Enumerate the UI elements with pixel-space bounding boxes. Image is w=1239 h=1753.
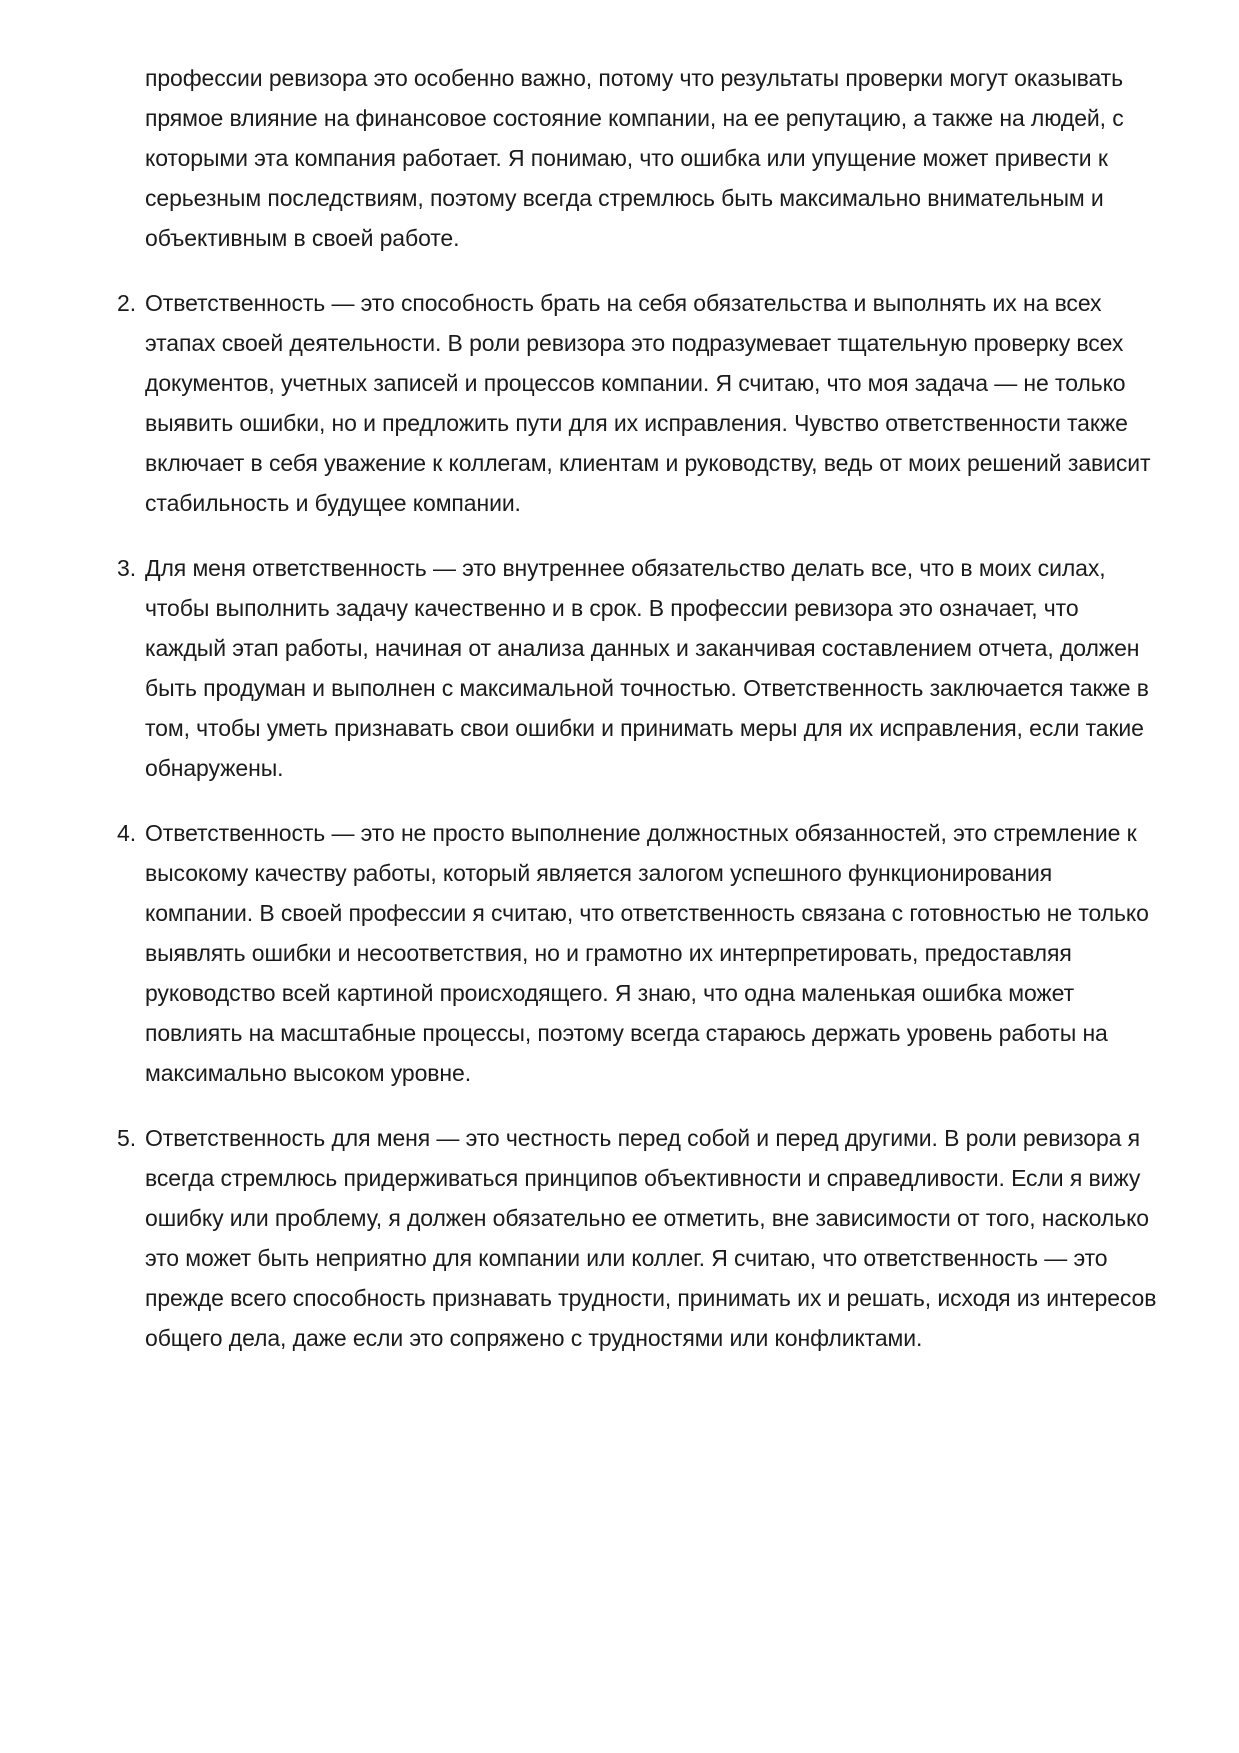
- list-item-text: Ответственность — это способность брать на себя обязательства и выполнять их на всех этапах своей деятельности. В роли ревизора это подразумевает тщательную проверку всех документов, учетных записей и процессов компании. Я считаю, что моя задача — не только выявить ошибки, но и предложить пути для их исправления. Чувство ответственности также включает в себя уважение к коллегам, клиентам и руководству, ведь от моих решений зависит стабильность и будущее компании.: [145, 290, 1151, 516]
- list-item-number: 2.: [117, 290, 136, 316]
- list-item-text: Для меня ответственность — это внутреннее обязательство делать все, что в моих силах, чтобы выполнить задачу качественно и в срок. В профессии ревизора это означает, что каждый этап работы, начиная от анализа данных и заканчивая составлением отчета, должен быть продуман и выполнен с максимальной точностью. Ответственность заключается также в том, чтобы уметь признавать свои ошибки и принимать меры для их исправления, если такие обнаружены.: [145, 555, 1149, 781]
- list-item: [117, 1118, 1157, 1358]
- list-item-text: Ответственность — это не просто выполнение должностных обязанностей, это стремление к высокому качеству работы, который является залогом успешного функционирования компании. В своей профессии я считаю, что ответственность связана с готовностью не только выявлять ошибки и несоответствия, но и грамотно их интерпретировать, предоставляя руководство всей картиной происходящего. Я знаю, что одна маленькая ошибка может повлиять на масштабные процессы, поэтому всегда стараюсь держать уровень работы на максимально высоком уровне.: [145, 820, 1149, 1086]
- list-item: [117, 548, 1157, 788]
- list-item-number: 5.: [117, 1125, 136, 1151]
- list-item-number: 4.: [117, 820, 136, 846]
- list-item-text: Ответственность для меня — это честность перед собой и перед другими. В роли ревизора я всегда стремлюсь придерживаться принципов объективности и справедливости. Если я вижу ошибку или проблему, я должен обязательно ее отметить, вне зависимости от того, насколько это может быть неприятно для компании или коллег. Я считаю, что ответственность — это прежде всего способность признавать трудности, принимать их и решать, исходя из интересов общего дела, даже если это сопряжено с трудностями или конфликтами.: [145, 1125, 1157, 1351]
- list-item-number: 3.: [117, 555, 136, 581]
- list-item: [117, 283, 1157, 523]
- document-body: [117, 58, 1157, 1358]
- list-item: [117, 813, 1157, 1093]
- numbered-list: [117, 283, 1157, 1358]
- intro-paragraph: профессии ревизора это особенно важно, потому что результаты проверки могут оказывать прямое влияние на финансовое состояние компании, на ее репутацию, а также на людей, с которыми эта компания работает. Я понимаю, что ошибка или упущение может привести к серьезным последствиям, поэтому всегда стремлюсь быть максимально внимательным и объективным в своей работе.: [145, 65, 1124, 251]
